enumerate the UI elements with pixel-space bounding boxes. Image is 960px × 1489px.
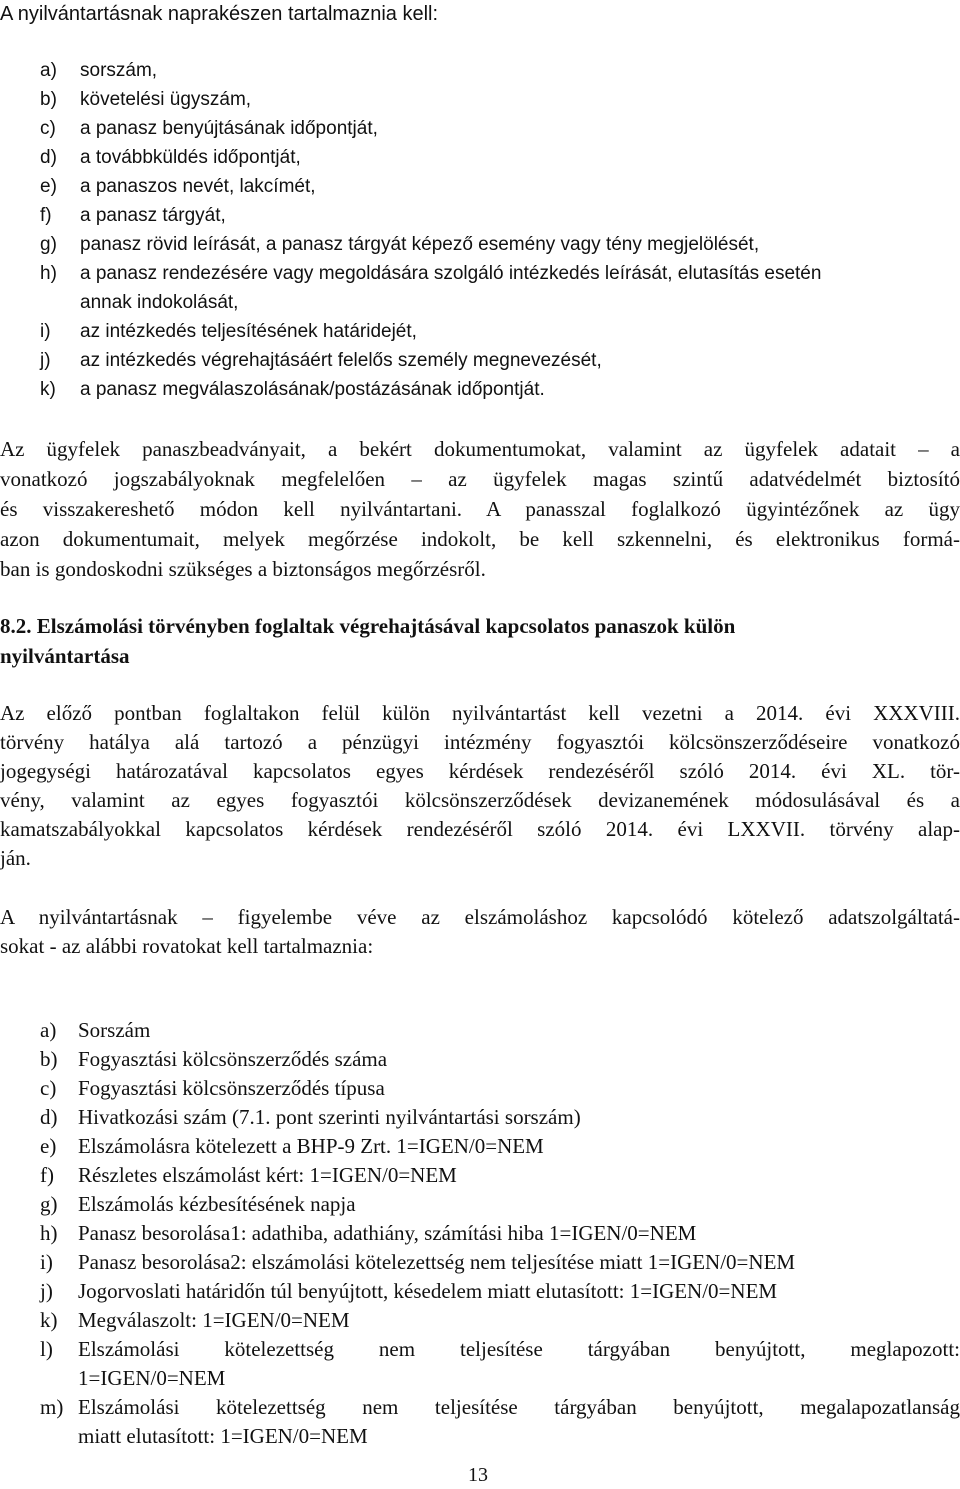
list-letter: f) <box>40 205 52 226</box>
paragraph-line: Az előző pontban foglaltakon felül külön nyilvántartást kell vezetni a 2014. évi XXXVIII. <box>0 701 960 725</box>
paragraph-line: vény, valamint az egyes fogyasztói kölcsönszerződések devizanemének módosulásával és a <box>0 788 960 812</box>
page-number: 13 <box>468 1464 488 1486</box>
list-letter: a) <box>40 1018 57 1042</box>
list-item-continuation: annak indokolását, <box>80 292 239 313</box>
list-text: miatt elutasított: 1=IGEN/0=NEM <box>78 1424 368 1448</box>
list-text: Elszámolásra kötelezett a BHP-9 Zrt. 1=IGEN/0=NEM <box>78 1134 544 1158</box>
list-letter: i) <box>40 321 51 342</box>
list-letter: k) <box>40 1308 58 1332</box>
list-text: a továbbküldés időpontját, <box>80 147 301 168</box>
paragraph-line: törvény hatálya alá tartozó a pénzügyi intézmény fogyasztói kölcsönszerződéseire vonatkozó <box>0 730 960 754</box>
list-letter: d) <box>40 147 57 168</box>
list-text: az intézkedés teljesítésének határidejét, <box>80 321 417 342</box>
list-letter: h) <box>40 263 57 284</box>
list-letter: c) <box>40 1076 57 1100</box>
list-text: a panasz benyújtásának időpontját, <box>80 118 378 139</box>
list-text: a panasz rendezésére vagy megoldására szolgáló intézkedés leírását, elutasítás esetén <box>80 263 822 284</box>
paragraph-line: sokat - az alábbi rovatokat kell tartalmaznia: <box>0 934 374 958</box>
list-text: Panasz besorolása2: elszámolási kötelezettség nem teljesítése miatt 1=IGEN/0=NEM <box>78 1250 796 1274</box>
list-text: Megválaszolt: 1=IGEN/0=NEM <box>78 1308 350 1332</box>
list-item <box>40 89 251 111</box>
list-letter: e) <box>40 176 57 197</box>
list-text: Sorszám <box>78 1018 151 1042</box>
paragraph-line: ján. <box>0 846 31 870</box>
list-letter: f) <box>40 1163 54 1187</box>
list-letter: g) <box>40 1192 58 1216</box>
list-text: a panasz tárgyát, <box>80 205 226 226</box>
section-heading: 8.2. Elszámolási törvényben foglaltak végrehajtásával kapcsolatos panaszok külön <box>0 614 736 638</box>
list-letter: g) <box>40 234 57 255</box>
list-text: Panasz besorolása1: adathiba, adathiány, számítási hiba 1=IGEN/0=NEM <box>78 1221 697 1245</box>
list-text: Fogyasztási kölcsönszerződés száma <box>78 1047 388 1071</box>
list-item <box>40 321 417 343</box>
intro-text: A nyilvántartásnak naprakészen tartalmaznia kell: <box>0 3 439 25</box>
list-letter: j) <box>40 350 51 371</box>
list-letter: k) <box>40 379 56 400</box>
list-item <box>40 147 301 169</box>
list-text: a panaszos nevét, lakcímét, <box>80 176 316 197</box>
list-text: Részletes elszámolást kért: 1=IGEN/0=NEM <box>78 1163 457 1187</box>
list-text: az intézkedés végrehajtásáért felelős személy megnevezését, <box>80 350 602 371</box>
list-letter: m) <box>40 1395 64 1419</box>
list-text: sorszám, <box>80 60 158 81</box>
paragraph-line: Az ügyfelek panaszbeadványait, a bekért dokumentumokat, valamint az ügyfelek adatait – a <box>0 437 960 461</box>
list-text: 1=IGEN/0=NEM <box>78 1366 226 1390</box>
list-letter: i) <box>40 1250 53 1274</box>
list-item <box>40 379 545 401</box>
list-text: Fogyasztási kölcsönszerződés típusa <box>78 1076 385 1100</box>
list-item <box>40 234 759 256</box>
list-text: követelési ügyszám, <box>80 89 252 110</box>
paragraph-line: és visszakereshető módon kell nyilvántartani. A panasszal foglalkozó ügyintézőnek az ügy <box>0 497 960 521</box>
paragraph-line: ban is gondoskodni szükséges a biztonságos megőrzésről. <box>0 557 486 581</box>
list-letter: h) <box>40 1221 58 1245</box>
list-item <box>40 350 602 372</box>
list-item <box>40 263 821 285</box>
list-letter: d) <box>40 1105 58 1129</box>
list-text: panasz rövid leírását, a panasz tárgyát képező esemény vagy tény megjelölését, <box>80 234 760 255</box>
list-letter: j) <box>40 1279 53 1303</box>
list-letter: b) <box>40 89 57 110</box>
list-item <box>40 176 316 198</box>
list-letter: a) <box>40 60 57 81</box>
list-letter: c) <box>40 118 56 139</box>
list-letter: l) <box>40 1337 53 1361</box>
paragraph-line: azon dokumentumait, melyek megőrzése indokolt, be kell szkennelni, és elektronikus formá- <box>0 527 960 551</box>
list-item <box>40 118 378 140</box>
paragraph-line: jogegységi határozatával kapcsolatos egyes kérdések rendezéséről szóló 2014. évi XL. tör- <box>0 759 960 783</box>
paragraph-line: kamatszabályokkal kapcsolatos kérdések rendezéséről szóló 2014. évi LXXVII. törvény alap- <box>0 817 960 841</box>
paragraph-line: A nyilvántartásnak – figyelembe véve az elszámoláshoz kapcsolódó kötelező adatszolgáltatá- <box>0 905 960 929</box>
list-item <box>40 60 157 82</box>
list-text: Elszámolás kézbesítésének napja <box>78 1192 356 1216</box>
list-text: Jogorvoslati határidőn túl benyújtott, késedelem miatt elutasított: 1=IGEN/0=NEM <box>78 1279 778 1303</box>
list-letter: e) <box>40 1134 57 1158</box>
list-text: Elszámolási kötelezettség nem teljesítése tárgyában benyújtott, meglapozott: <box>78 1337 960 1361</box>
list-letter: b) <box>40 1047 58 1071</box>
list-text: a panasz megválaszolásának/postázásának időpontját. <box>80 379 545 400</box>
list-text: Elszámolási kötelezettség nem teljesítése tárgyában benyújtott, megalapozatlanság <box>78 1395 960 1419</box>
paragraph-line: vonatkozó jogszabályoknak megfelelően – az ügyfelek magas szintű adatvédelmét biztosító <box>0 467 960 491</box>
list-text: Hivatkozási szám (7.1. pont szerinti nyilvántartási sorszám) <box>78 1105 581 1129</box>
section-heading: nyilvántartása <box>0 644 130 668</box>
list-item <box>40 205 226 227</box>
